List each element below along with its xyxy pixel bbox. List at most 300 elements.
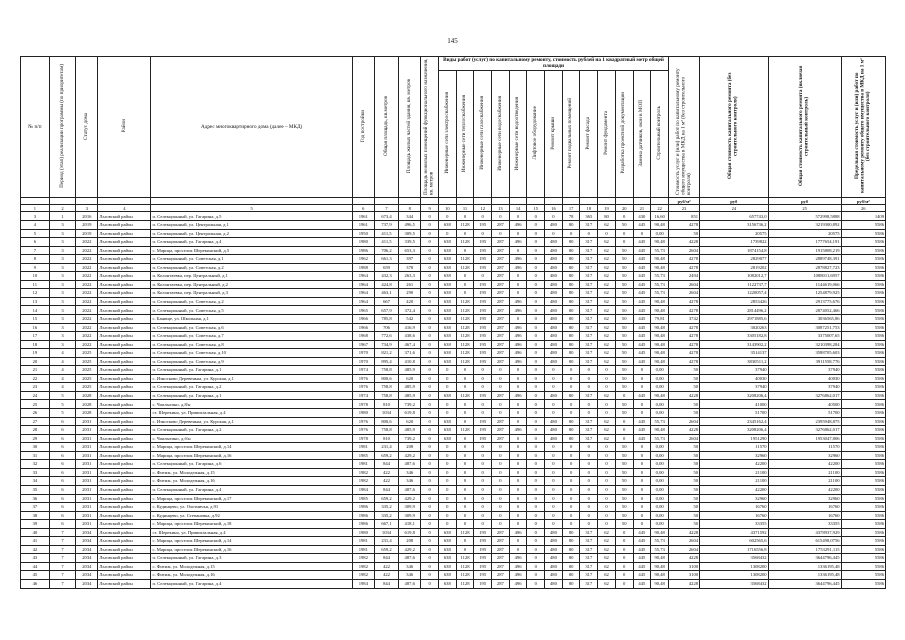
table-cell: 445 (633, 272, 651, 281)
table-cell: 0 (438, 460, 456, 469)
table-cell: 480 (545, 357, 563, 366)
table-cell: п. Селекционный, ул. Гагарина, д.5 (151, 212, 352, 221)
header-nonliving-area: Площадь нежилых помещений функционального назначения, кв. метров (421, 57, 439, 198)
table-cell: 0 (527, 571, 545, 580)
table-cell: 0 (527, 238, 545, 247)
table-cell: 1981 (352, 443, 374, 452)
table-cell: 445 (633, 280, 651, 289)
table-cell: 37940 (768, 366, 841, 375)
table-cell: 2034 (76, 528, 98, 537)
table-cell: 3 (49, 255, 76, 264)
table-cell: 0 (527, 229, 545, 238)
table-cell: 0 (509, 537, 527, 546)
table-cell: 309,9 (399, 511, 421, 520)
table-cell: 2031 (76, 451, 98, 460)
table-cell: 3276862,017 (768, 426, 841, 435)
table-cell: 195 (474, 340, 492, 349)
table-cell: 0 (456, 434, 474, 443)
table-cell: 90,48 (651, 297, 669, 306)
table-cell: 18 (21, 340, 50, 349)
table-cell: п. Селекционный, ул. Советская, д.9 (151, 357, 352, 366)
table-cell: 1976 (352, 426, 374, 435)
table-cell: 0 (509, 246, 527, 255)
table-cell: 195 (474, 238, 492, 247)
table-cell: 50 (669, 374, 700, 383)
table-cell: 445 (633, 340, 651, 349)
table-cell: 0 (456, 229, 474, 238)
table-cell: 4278 (669, 221, 700, 230)
table-cell: 0 (633, 511, 651, 520)
table-cell: 90,48 (651, 255, 669, 264)
table-cell: 638 (438, 246, 456, 255)
table-cell: 50 (615, 409, 633, 418)
table-cell: 1144619,066 (768, 280, 841, 289)
table-cell: 13 (21, 297, 50, 306)
table-cell: 445 (633, 289, 651, 298)
column-number: 8 (399, 205, 421, 212)
table-cell: 0,00 (651, 503, 669, 512)
table-cell: с. Кудинцево, ул. Охотничья, д.91 (151, 503, 352, 512)
table-row (21, 255, 886, 264)
table-cell: 480 (545, 349, 563, 358)
table-cell: 50 (615, 332, 633, 341)
table-cell: 1128 (456, 238, 474, 247)
table-cell: 0 (598, 374, 616, 383)
table-cell: 4378937,929 (768, 528, 841, 537)
table-cell: 638 (438, 315, 456, 324)
table-cell: Льговский район (98, 332, 151, 341)
table-cell: 5586 (841, 426, 885, 435)
table-cell: 0 (598, 460, 616, 469)
table-cell: 32960 (768, 494, 841, 503)
table-cell: 445 (633, 434, 651, 443)
table-cell: 638 (438, 349, 456, 358)
table-cell: 4278 (669, 323, 700, 332)
table-cell: 0 (615, 554, 633, 563)
table-cell: 1982 (352, 554, 374, 563)
table-cell: 0 (421, 511, 439, 520)
table-cell: 0 (474, 383, 492, 392)
table-cell: 0 (527, 545, 545, 554)
table-cell: 0 (633, 409, 651, 418)
table-cell: 653,3 (399, 246, 421, 255)
table-cell: 50 (669, 503, 700, 512)
table-cell: 9 (21, 263, 50, 272)
table-cell: п. Селекционный, ул. Гагарина, д.4 (151, 579, 352, 588)
table-cell: Льговский район (98, 212, 151, 221)
table-cell: 480 (545, 554, 563, 563)
table-cell: 0 (615, 238, 633, 247)
table-cell: 0 (492, 229, 510, 238)
table-cell: 287 (492, 238, 510, 247)
table-row (21, 443, 886, 452)
table-cell: Льговский район (98, 460, 151, 469)
table-cell: 4278 (669, 297, 700, 306)
table-cell: 418,1 (399, 520, 421, 529)
table-cell: Льговский район (98, 315, 151, 324)
column-number-row (21, 205, 886, 212)
table-cell: 0 (492, 409, 510, 418)
table-cell: 5586 (841, 255, 885, 264)
table-cell: 659,2 (374, 451, 398, 460)
table-cell: 0 (509, 485, 527, 494)
table-cell: 80 (562, 391, 580, 400)
table-cell: 638 (438, 426, 456, 435)
table-cell: 0 (562, 520, 580, 529)
table-cell: 0 (456, 511, 474, 520)
table-cell: 5586 (841, 460, 885, 469)
table-row (21, 477, 886, 486)
table-cell: 37 (21, 503, 50, 512)
table-cell: 1970 (352, 349, 374, 358)
table-cell: 438,6 (399, 332, 421, 341)
table-cell: 50 (669, 443, 700, 452)
table-cell: 0 (580, 374, 598, 383)
table-cell: 0 (474, 272, 492, 281)
table-cell: п. Селекционный, ул. Советская, д.10 (151, 349, 352, 358)
table-cell: 20575 (700, 229, 769, 238)
table-cell: 1220057,4 (700, 289, 769, 298)
table-cell: 0 (509, 545, 527, 554)
table-cell: 36 (21, 494, 50, 503)
table-cell: 0 (456, 272, 474, 281)
table-cell: 1978 (352, 400, 374, 409)
table-cell: 0 (527, 511, 545, 520)
table-cell: 1981 (352, 545, 374, 554)
table-cell: 50 (669, 477, 700, 486)
table-cell: 0 (421, 323, 439, 332)
table-cell: 50 (669, 451, 700, 460)
table-cell: 0 (456, 374, 474, 383)
unit-cost-total-nc: руб (700, 198, 769, 205)
table-cell: 0 (598, 451, 616, 460)
table-cell: 90,48 (651, 426, 669, 435)
table-row (21, 468, 886, 477)
table-cell: 23 (21, 383, 50, 392)
table-cell: 317 (580, 246, 598, 255)
table-cell: 0 (492, 451, 510, 460)
table-cell: 2031 (76, 485, 98, 494)
header-w-basement: Ремонт подвальных помещений (562, 71, 580, 198)
table-cell: 2604 (669, 246, 700, 255)
table-cell: 3087251,753 (768, 323, 841, 332)
table-cell: 2604 (669, 537, 700, 546)
table-cell: 1128 (456, 349, 474, 358)
table-cell: 6 (49, 451, 76, 460)
table-cell: 0 (633, 468, 651, 477)
table-cell: 0 (527, 426, 545, 435)
table-cell: 317 (580, 579, 598, 588)
table-cell: 3644796,445 (768, 554, 841, 563)
table-cell: Льговский район (98, 340, 151, 349)
table-cell: 208 (399, 443, 421, 452)
table-cell: 195 (474, 263, 492, 272)
table-cell: 0 (545, 468, 563, 477)
table-cell: 317 (580, 272, 598, 281)
table-cell: Льговский район (98, 511, 151, 520)
table-cell: 4 (49, 374, 76, 383)
table-cell: 638 (438, 434, 456, 443)
table-cell: 445 (633, 391, 651, 400)
table-cell: 0 (562, 409, 580, 418)
table-cell: 2889748,391 (768, 255, 841, 264)
table-cell: 62 (598, 246, 616, 255)
table-row (21, 554, 886, 563)
table-cell: 0 (474, 511, 492, 520)
table-cell: 0 (509, 366, 527, 375)
table-cell: Льговский район (98, 280, 151, 289)
table-cell: 3 (49, 306, 76, 315)
table-cell: 445 (633, 545, 651, 554)
table-cell: 800,6 (374, 374, 398, 383)
column-number: 11 (456, 205, 474, 212)
table-cell: 50 (615, 349, 633, 358)
table-cell: 1128 (456, 562, 474, 571)
table-cell: 5586 (841, 357, 885, 366)
table-cell: 496 (509, 238, 527, 247)
table-cell: 0 (562, 468, 580, 477)
table-cell: 0 (527, 468, 545, 477)
table-cell: 2025 (76, 349, 98, 358)
table-cell: 638 (438, 263, 456, 272)
table-cell: 195 (474, 417, 492, 426)
table-cell: 40 (21, 528, 50, 537)
table-cell: 50 (615, 297, 633, 306)
table-cell: 2022 (76, 263, 98, 272)
table-cell: 1336195,48 (768, 562, 841, 571)
table-cell: 6 (49, 520, 76, 529)
table-cell: 0 (527, 434, 545, 443)
table-cell: 485,9 (399, 366, 421, 375)
header-cost-limit: Предельная стоимость услуг и (или) работ по капитальному ремонту общего имущества в МКД на 1 м² (без строительного контроля) (841, 57, 885, 198)
table-cell: 40030 (768, 374, 841, 383)
table-cell: 542 (399, 315, 421, 324)
table-cell: 317 (580, 554, 598, 563)
table-cell: 1984 (352, 485, 374, 494)
table-cell: 3 (49, 229, 76, 238)
table-cell: 1980 (352, 409, 374, 418)
table-cell: 195 (474, 332, 492, 341)
table-cell: 4228 (669, 554, 700, 563)
table-cell: 263,3 (399, 272, 421, 281)
table-cell: 0 (456, 468, 474, 477)
table-cell: 5586 (841, 554, 885, 563)
table-row (21, 426, 886, 435)
table-cell: 231,4 (374, 443, 398, 452)
table-cell: 287 (492, 306, 510, 315)
table-cell: 480 (545, 280, 563, 289)
table-body (21, 212, 886, 588)
table-cell: п. Селекционный, ул. Советская, д.2 (151, 297, 352, 306)
table-cell: 4228 (669, 391, 700, 400)
table-cell: 0 (527, 332, 545, 341)
table-cell: 0 (527, 357, 545, 366)
table-cell: с. Марица, проселок Шерекинский, д.14 (151, 443, 352, 452)
table-cell: 5 (49, 391, 76, 400)
table-cell: 496 (509, 357, 527, 366)
table-cell: 3208206,4 (700, 426, 769, 435)
table-cell: 62 (598, 340, 616, 349)
table-cell: п. Селекционный, ул. Гагарина, д.3 (151, 554, 352, 563)
table-cell: 317 (580, 391, 598, 400)
table-cell: 2604 (669, 417, 700, 426)
table-cell: 895,4 (374, 357, 398, 366)
table-cell: 0 (580, 366, 598, 375)
table-cell: 758,8 (374, 426, 398, 435)
table-cell: 43 (21, 554, 50, 563)
table-cell: 2031 (76, 503, 98, 512)
table-cell: 0 (527, 212, 545, 221)
table-cell: 2025 (76, 374, 98, 383)
table-cell: 445 (633, 315, 651, 324)
table-cell: 638 (438, 332, 456, 341)
table-cell: 480 (545, 545, 563, 554)
table-cell: 424,8 (374, 280, 398, 289)
header-year: Год постройки (352, 57, 374, 198)
table-cell: 6 (49, 485, 76, 494)
table-cell: 602565,6 (700, 537, 769, 546)
table-cell: п. Селекционный, ул. Гагарина, д.4 (151, 485, 352, 494)
table-cell: 50 (615, 520, 633, 529)
table-cell: 2031 (76, 511, 98, 520)
table-cell: 62 (598, 554, 616, 563)
table-cell: 287 (492, 297, 510, 306)
table-cell: п. Колонтаевка, пер. Центральный, д.2 (151, 280, 352, 289)
table-cell: 50 (615, 468, 633, 477)
table-cell: п. Селекционный, ул. Советская, д.8 (151, 340, 352, 349)
table-cell: 480 (545, 238, 563, 247)
table-cell: 1964 (352, 272, 374, 281)
table-cell: 0 (598, 383, 616, 392)
table-cell: 445 (633, 221, 651, 230)
table-cell: 0 (509, 451, 527, 460)
table-cell: 80 (562, 255, 580, 264)
table-cell: 0 (509, 460, 527, 469)
table-cell: 287 (492, 357, 510, 366)
table-cell: 0 (527, 391, 545, 400)
table-cell: 432,3 (374, 272, 398, 281)
table-cell: п. Селекционный, ул. Гагарина, д.4 (151, 238, 352, 247)
table-cell: 80 (562, 315, 580, 324)
table-cell: 0 (438, 477, 456, 486)
capital-repair-table (20, 56, 886, 589)
table-cell: Льговский район (98, 366, 151, 375)
table-cell: 5586 (841, 571, 885, 580)
table-cell: 2604 (669, 434, 700, 443)
table-cell: 4278 (669, 332, 700, 341)
table-cell: Льговский район (98, 221, 151, 230)
table-cell: 2019 (76, 229, 98, 238)
table-cell: Льговский район (98, 545, 151, 554)
table-cell: 638 (438, 579, 456, 588)
table-cell: 0 (456, 494, 474, 503)
table-cell: с. Кудинцево, ул. Степановка, д.92 (151, 511, 352, 520)
table-cell: 0 (421, 554, 439, 563)
table-cell: 0 (492, 485, 510, 494)
table-cell: 195 (474, 349, 492, 358)
table-cell: 1128 (456, 221, 474, 230)
table-cell: 4 (49, 366, 76, 375)
table-cell: 673,4 (374, 212, 398, 221)
table-cell: 287 (492, 340, 510, 349)
table-cell: 480 (545, 323, 563, 332)
table-cell: 0 (562, 485, 580, 494)
table-cell: 6 (49, 477, 76, 486)
column-number: 17 (562, 205, 580, 212)
table-cell: 638 (438, 238, 456, 247)
table-cell: 62 (598, 272, 616, 281)
table-cell: 55,73 (651, 246, 669, 255)
table-cell: 0 (421, 520, 439, 529)
table-cell: 1088011,6957 (768, 272, 841, 281)
table-cell: 2878827,723 (768, 263, 841, 272)
table-cell: 487,6 (399, 485, 421, 494)
table-cell: 1980 (352, 528, 374, 537)
table-cell: 0 (474, 409, 492, 418)
table-cell: 0 (598, 477, 616, 486)
table-cell: п. Колонтаевка, пер. Центральный, д.3 (151, 289, 352, 298)
header-w-facade: Ремонт фасада (580, 71, 598, 198)
table-cell: 429,2 (399, 545, 421, 554)
table-cell: 0 (527, 366, 545, 375)
table-cell: 422 (374, 477, 398, 486)
table-row (21, 349, 886, 358)
table-cell: 5586 (841, 494, 885, 503)
table-cell: 0 (545, 374, 563, 383)
table-cell: 0 (580, 443, 598, 452)
table-cell: 1950 (352, 229, 374, 238)
table-cell: Льговский район (98, 272, 151, 281)
table-cell: 317 (580, 571, 598, 580)
table-cell: 480 (545, 579, 563, 588)
table-cell: 317 (580, 297, 598, 306)
table-cell: 339,5 (399, 238, 421, 247)
table-cell: 5586 (841, 520, 885, 529)
table-cell: 0 (421, 477, 439, 486)
table-cell: 317 (580, 545, 598, 554)
table-cell: 0 (492, 400, 510, 409)
table-cell: 1128 (456, 357, 474, 366)
table-cell: Льговский район (98, 374, 151, 383)
table-cell: 317 (580, 263, 598, 272)
table-cell: 62 (598, 349, 616, 358)
page-number: 145 (447, 37, 458, 45)
table-cell: Льговский район (98, 255, 151, 264)
table-cell: 758,8 (374, 391, 398, 400)
table-cell: 429,2 (399, 494, 421, 503)
table-cell: 7 (21, 246, 50, 255)
table-cell: 0 (421, 485, 439, 494)
table-cell: 1128 (456, 263, 474, 272)
table-cell: 22 (21, 374, 50, 383)
table-cell: 496 (509, 349, 527, 358)
table-cell: Льговский район (98, 357, 151, 366)
table-cell: 90,48 (651, 562, 669, 571)
table-cell: 287 (492, 579, 510, 588)
table-cell: 80 (562, 238, 580, 247)
table-cell: 496 (509, 332, 527, 341)
table-cell: 1915808,219 (768, 246, 841, 255)
table-cell: 3 (49, 315, 76, 324)
table-cell: 0 (438, 374, 456, 383)
table-cell: 39 (21, 520, 50, 529)
table-cell: 317 (580, 349, 598, 358)
table-cell: Льговский район (98, 426, 151, 435)
table-cell: 2028 (76, 409, 98, 418)
table-cell: 90,48 (651, 340, 669, 349)
table-cell: 0 (421, 528, 439, 537)
table-row (21, 383, 886, 392)
